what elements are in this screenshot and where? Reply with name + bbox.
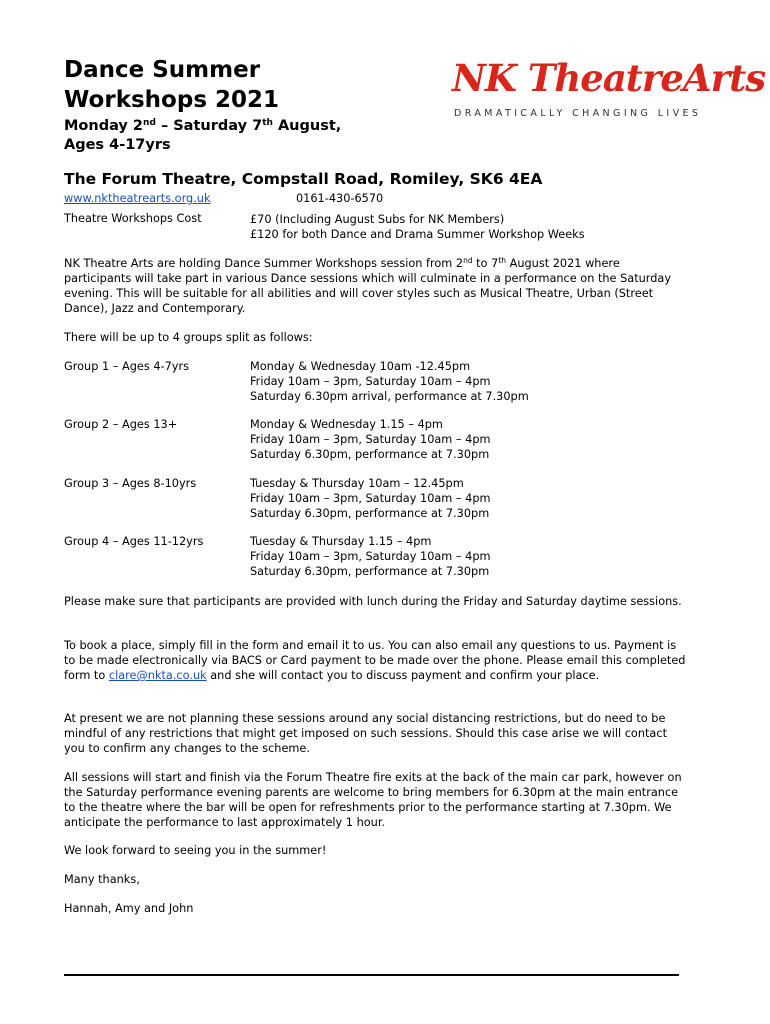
group-name: Group 1 – Ages 4-7yrs [64, 360, 189, 373]
dates-sup-1: nd [143, 118, 156, 128]
booking-paragraph [64, 638, 686, 683]
closing-line: We look forward to seeing you in the summer! [64, 844, 327, 857]
intro-text-1: NK Theatre Arts are holding Dance Summer Workshops session from 2 [64, 257, 464, 270]
intro-text-3: August 2021 where participants will take part in various Dance sessions which will culminate in a performance on the Saturday evening. This will be suitable for all abilities and will cover styles such as Musical Theatre, Urban (Street Dance), Jazz and Contemporary. [64, 257, 672, 315]
dates-text-3: August, [272, 118, 342, 134]
intro-sup-2: th [498, 256, 507, 265]
booking-text-2: and she will contact you to discuss payment and confirm your place. [206, 669, 600, 682]
cost-line-2: £120 for both Dance and Drama Summer Workshop Weeks [250, 228, 585, 241]
cost-details [250, 212, 585, 242]
dates-text-2: – Saturday 7 [155, 118, 263, 134]
group-name: Group 2 – Ages 13+ [64, 418, 178, 431]
group-name: Group 4 – Ages 11-12yrs [64, 535, 204, 548]
dates-text-1: Monday 2 [64, 118, 144, 134]
phone-number: 0161-430-6570 [296, 192, 384, 205]
workshop-dates [64, 117, 341, 155]
intro-paragraph [64, 256, 686, 316]
schedule-line: Saturday 6.30pm arrival, performance at 7.30pm [250, 390, 529, 403]
lunch-paragraph: Please make sure that participants are provided with lunch during the Friday and Saturday daytime sessions. [64, 595, 682, 608]
logo-name: NK TheatreArts [452, 56, 766, 100]
groups-intro: There will be up to 4 groups split as follows: [64, 331, 313, 344]
email-link[interactable]: clare@nkta.co.uk [108, 669, 207, 682]
schedule-line: Monday & Wednesday 10am -12.45pm [250, 360, 471, 373]
dates-sup-2: th [262, 118, 273, 128]
group-schedule [250, 476, 491, 521]
website-link-text[interactable]: www.nktheatrearts.org.uk [64, 192, 211, 205]
nk-theatre-arts-logo [440, 50, 766, 130]
website-link[interactable] [64, 192, 211, 205]
thanks-line: Many thanks, [64, 873, 140, 886]
schedule-line: Saturday 6.30pm, performance at 7.30pm [250, 565, 490, 578]
title-line-1: Dance Summer [64, 57, 261, 83]
title-line-2: Workshops 2021 [64, 87, 280, 113]
group-schedule [250, 359, 529, 404]
date-range [64, 117, 341, 136]
group-schedule [250, 534, 491, 579]
logo-tagline: DRAMATICALLY CHANGING LIVES [454, 108, 702, 119]
sessions-paragraph: All sessions will start and finish via the Forum Theatre fire exits at the back of the main car park, however on the Saturday performance evening parents are welcome to bring members for 6.30pm at the main entrance to the theatre where the bar will be open for refreshments prior to the performance starting at 7.30pm. We anticipate the performance to last approximately 1 hour. [64, 771, 682, 829]
schedule-line: Tuesday & Thursday 10am – 12.45pm [250, 477, 464, 490]
schedule-line: Tuesday & Thursday 1.15 – 4pm [250, 535, 432, 548]
schedule-line: Friday 10am – 3pm, Saturday 10am – 4pm [250, 433, 491, 446]
schedule-line: Friday 10am – 3pm, Saturday 10am – 4pm [250, 492, 491, 505]
schedule-line: Friday 10am – 3pm, Saturday 10am – 4pm [250, 375, 491, 388]
distancing-paragraph: At present we are not planning these sessions around any social distancing restrictions, but do need to be mindful of any restrictions that might get imposed on such sessions. Should this case arise we will contact you to confirm any changes to the scheme. [64, 712, 667, 755]
footer-rule [64, 974, 679, 976]
cost-line-1: £70 (Including August Subs for NK Members) [250, 213, 505, 226]
age-range: Ages 4-17yrs [64, 137, 171, 153]
schedule-line: Friday 10am – 3pm, Saturday 10am – 4pm [250, 550, 491, 563]
venue-address: The Forum Theatre, Compstall Road, Romiley, SK6 4EA [64, 170, 543, 188]
page-title [64, 55, 279, 115]
intro-sup-1: nd [463, 256, 473, 265]
signoff-line: Hannah, Amy and John [64, 902, 194, 915]
group-schedule [250, 417, 491, 462]
schedule-line: Monday & Wednesday 1.15 – 4pm [250, 418, 443, 431]
booking-text-1: To book a place, simply fill in the form and email it to us. You can also email any questions to us. Payment is to be made electronically via BACS or Card payment to be made over the phone. Please email this completed form to [64, 639, 686, 682]
schedule-line: Saturday 6.30pm, performance at 7.30pm [250, 507, 490, 520]
group-name: Group 3 – Ages 8-10yrs [64, 477, 197, 490]
intro-text-2: to 7 [472, 257, 499, 270]
schedule-line: Saturday 6.30pm, performance at 7.30pm [250, 448, 490, 461]
cost-label: Theatre Workshops Cost [64, 212, 202, 225]
